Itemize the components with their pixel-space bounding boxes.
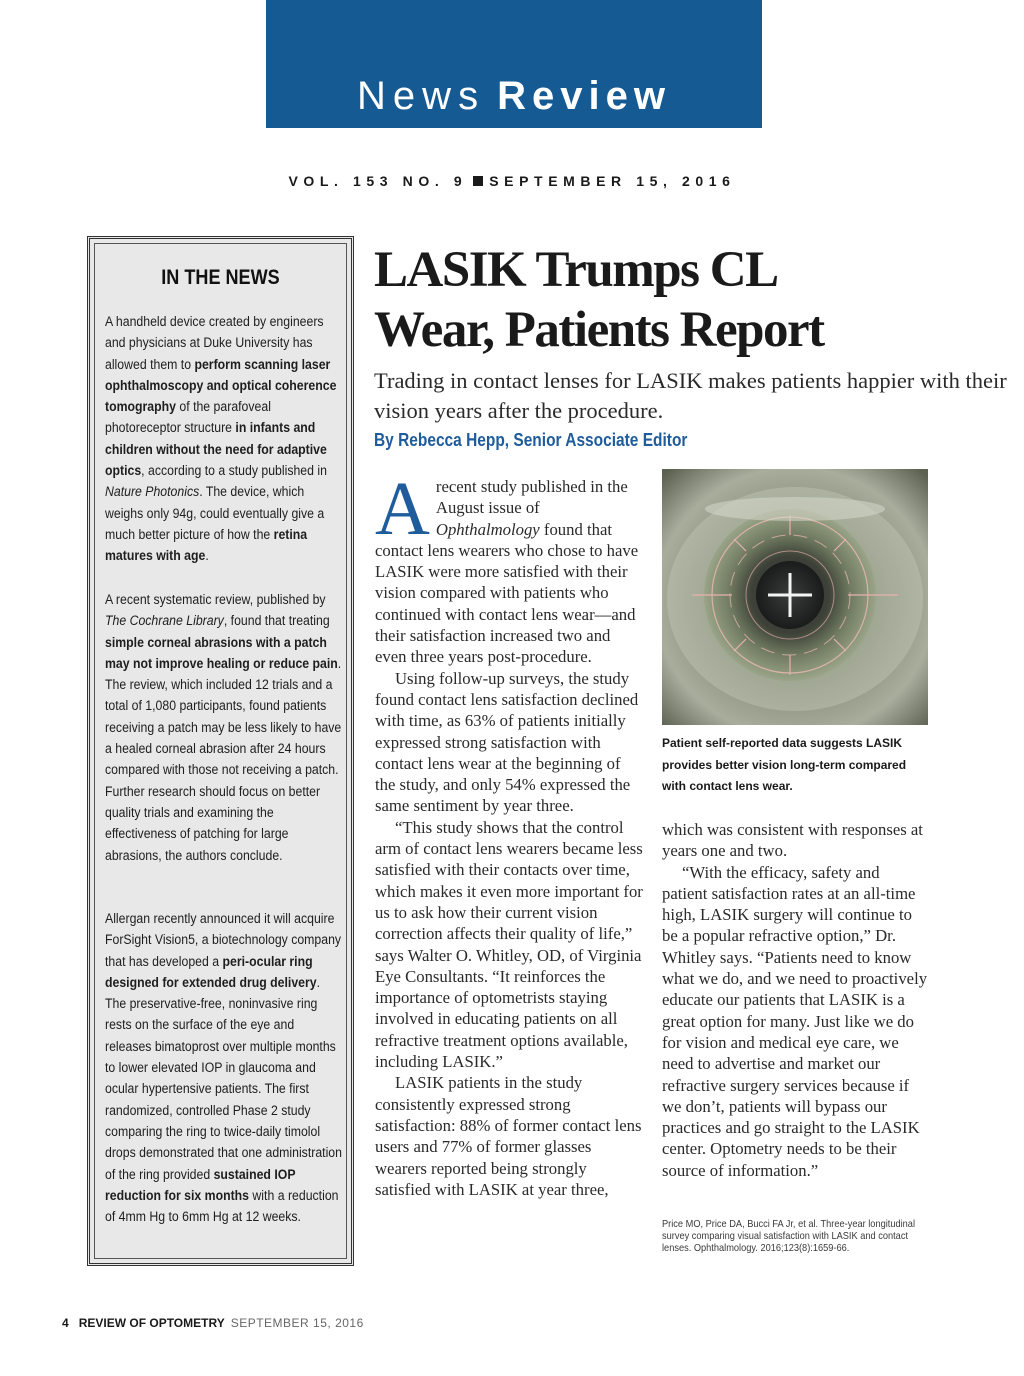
article-paragraph-1 — [375, 467, 643, 668]
lasik-eye-photo — [662, 469, 928, 725]
masthead-title — [266, 74, 762, 118]
article-column-1 — [375, 467, 643, 1200]
in-the-news-sidebar — [87, 236, 354, 1266]
issue-volume: VOL. 153 NO. 9 — [288, 173, 468, 189]
photo-caption: Patient self-reported data suggests LASIK provides better vision long-term compared with contact lens wear. — [662, 736, 907, 793]
text-run: The Cochrane Library — [105, 613, 224, 629]
text-run: of the parafoveal photoreceptor structure — [105, 399, 271, 436]
text-run: retina matures with age — [105, 526, 308, 564]
text-run: in infants and children without the need for adaptive optics — [105, 420, 327, 479]
article-byline: By Rebecca Hepp, Senior Associate Editor — [374, 430, 688, 450]
text-run: A recent systematic review, published by — [105, 592, 326, 607]
text-run: . The preservative-free, noninvasive ring rests on the surface of the eye and releases bimatoprost over multiple months to lower elevated IOP in glaucoma and ocular hypertensive patients. The first randomized, controlled Phase 2 study comparing the ring to twice-daily timolol drops demonstrated that one administration of the ring provided — [105, 974, 342, 1182]
text-run: sustained IOP reduction for six months — [105, 1166, 296, 1203]
square-bullet-icon — [473, 176, 483, 186]
article-paragraph-5: which was consistent with responses at years one and two. — [662, 820, 923, 861]
text-run: perform scanning laser ophthalmoscopy and optical coherence tomography — [105, 356, 337, 415]
sidebar-inner-frame — [94, 243, 347, 1259]
text-run: , found that treating — [223, 613, 330, 629]
text-run: Allergan recently announced it will acquire ForSight Vision5, a biotechnology company that has developed a — [105, 911, 342, 969]
article-headline — [374, 240, 1014, 360]
text-run: . — [205, 548, 209, 564]
text-run: with a reduction of 4mm Hg to 6mm Hg at 12 weeks. — [105, 1187, 339, 1225]
article-subhead: Trading in contact lenses for LASIK makes patients happier with their vision years after the procedure. — [374, 368, 1007, 423]
article-paragraph-4: LASIK patients in the study consistently expressed strong satisfaction: 88% of former contact lens users and 77% of former glasses wearers reported being strongly satisfied with LASIK at year three, — [375, 1073, 642, 1199]
article-paragraph-3: “This study shows that the control arm of contact lens wearers became less satisfied with their contacts over time, which makes it even more important for us to ask how their current vision correction affects their quality of life,” says Walter O. Whitley, OD, of Virginia Eye Consultants. “It reinforces the importance of optometrists staying involved in educating patients on all refractive treatment options available, including LASIK.” — [375, 817, 643, 1072]
text-run: Nature Photonics — [105, 484, 200, 500]
headline-line-2: Wear, Patients Report — [374, 302, 824, 358]
drop-cap: A — [375, 467, 430, 551]
masthead-review: Review — [497, 74, 671, 118]
text-run: peri-ocular ring designed for extended drug delivery — [105, 953, 317, 990]
text-run: . The review, which included 12 trials and a total of 1,080 participants, found patients receiving a patch may be less likely to have a healed corneal abrasion after 24 hours compared with those not receiving a patch. Further research should focus on better quality trials and examining the effectiveness of patching for large abrasions, the authors conclude. — [105, 655, 342, 863]
article-paragraph-6: “With the efficacy, safety and patient satisfaction rates at an all-time high, LASIK surgery will continue to be a popular refractive option,” Dr. Whitley says. “Patients need to know what we do, and we need to proactively educate our patients that LASIK is a great option for many. Just like we do for vision and medical eye care, we need to advertise and market our refractive surgery services because if we don’t, patients will bypass our practices and go straight to the LASIK center. Optometry needs to be their source of information.” — [662, 862, 928, 1180]
sidebar-paragraph-2 — [105, 589, 343, 866]
issue-date: SEPTEMBER 15, 2016 — [489, 173, 736, 189]
headline-line-1: LASIK Trumps CL — [374, 242, 778, 298]
page-footer — [62, 1316, 364, 1330]
text-run: , according to a study published in — [141, 463, 327, 479]
footer-date: SEPTEMBER 15, 2016 — [230, 1316, 364, 1330]
issue-line — [0, 173, 1024, 189]
sidebar-paragraph-1 — [105, 311, 343, 567]
text-run: simple corneal abrasions with a patch may not improve healing or reduce pain — [105, 634, 338, 671]
journal-name: Ophthalmology — [435, 519, 540, 539]
p1-text-a: recent study published in the August issue of — [435, 477, 628, 518]
masthead-banner — [266, 0, 762, 128]
p1-text-b: found that contact lens wearers who chose to have LASIK were more satisfied with their vision compared with patients who continued with contact lens wear—and their satisfaction increased two and even three years post-procedure. — [375, 519, 639, 667]
footer-magazine: REVIEW OF OPTOMETRY — [78, 1316, 225, 1330]
sidebar-paragraph-3 — [105, 908, 343, 1227]
text-run: A handheld device created by engineers and physicians at Duke University has allowed them to — [105, 314, 324, 372]
sidebar-title: IN THE NEWS — [161, 266, 280, 289]
masthead-news: News — [357, 74, 486, 118]
text-run: . The device, which weighs only 94g, could eventually give a much better picture of how the — [105, 484, 325, 542]
article-column-2 — [662, 819, 928, 1181]
page-number: 4 — [62, 1316, 69, 1330]
article-reference: Price MO, Price DA, Bucci FA Jr, et al. Three-year longitudinal survey comparing visual satisfaction with LASIK and contact lenses. Ophthalmology. 2016;123(8):1659-66. — [662, 1218, 916, 1254]
article-paragraph-2: Using follow-up surveys, the study found contact lens satisfaction declined with time, as 63% of patients initially expressed strong satisfaction with contact lens wear at the beginning of the study, and only 54% expressed the same sentiment by year three. — [375, 668, 639, 816]
